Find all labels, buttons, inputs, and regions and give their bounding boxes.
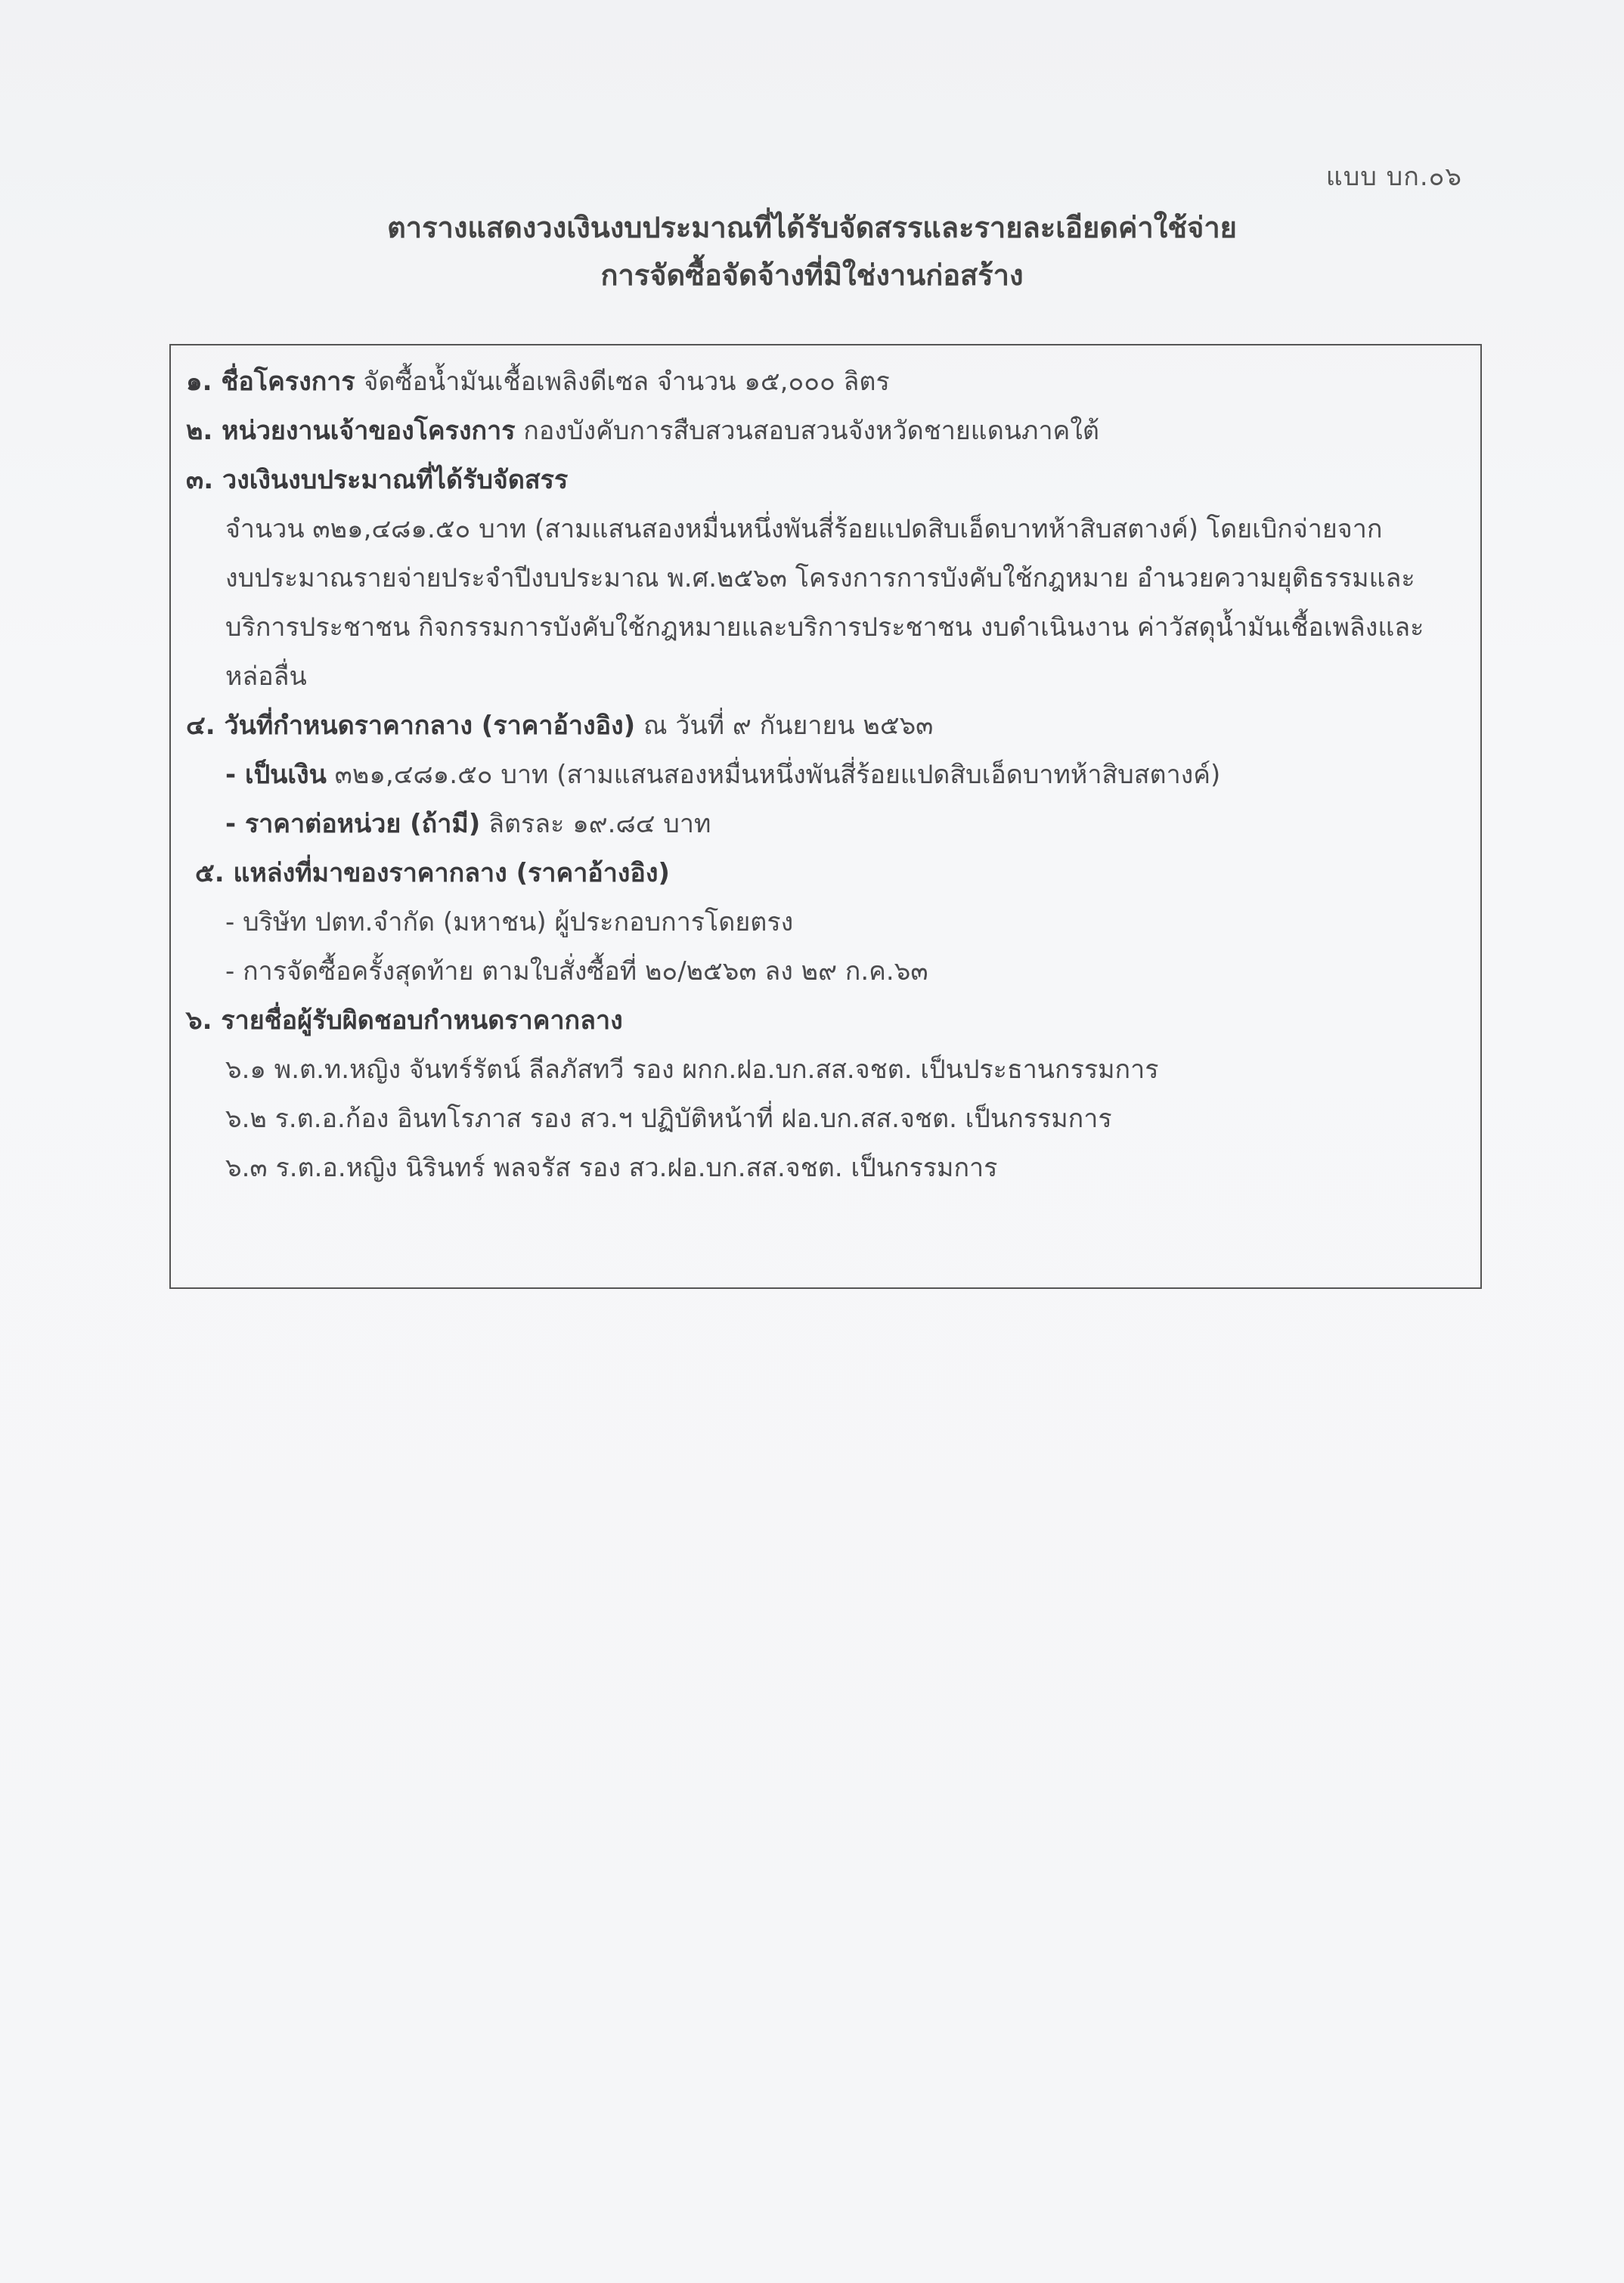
- section-3-line-3: บริการประชาชน กิจกรรมการบังคับใช้กฎหมายและบริการประชาชน งบดำเนินงาน ค่าวัสดุน้ำมันเชื้อเพลิงและ: [225, 612, 1424, 643]
- section-6-member-3: ๖.๓ ร.ต.อ.หญิง นิรินทร์ พลจรัส รอง สว.ฝอ.บก.สส.จชต. เป็นกรรมการ: [225, 1153, 998, 1183]
- section-6-label: ๖. รายชื่อผู้รับผิดชอบกำหนดราคากลาง: [186, 1005, 623, 1036]
- section-4-unit-price: [225, 803, 711, 844]
- section-6-member-1: ๖.๑ พ.ต.ท.หญิง จันทร์รัตน์ ลีลภัสทวี รอง ผกก.ฝอ.บก.สส.จชต. เป็นประธานกรรมการ: [225, 1055, 1159, 1085]
- section-2-label: ๒. หน่วยงานเจ้าของโครงการ: [186, 416, 516, 446]
- section-5-line-1: - บริษัท ปตท.จำกัด (มหาชน) ผู้ประกอบการโดยตรง: [225, 907, 794, 937]
- section-1-project-name: [186, 361, 890, 401]
- section-5-label: ๕. แหล่งที่มาของราคากลาง (ราคาอ้างอิง): [195, 858, 670, 888]
- section-2-value: กองบังคับการสืบสวนสอบสวนจังหวัดชายแดนภาคใต้: [515, 416, 1099, 446]
- section-3-line-1: จำนวน ๓๒๑,๔๘๑.๕๐ บาท (สามแสนสองหมื่นหนึ่งพันสี่ร้อยแปดสิบเอ็ดบาทห้าสิบสตางค์) โดยเบิกจ่ายจาก: [225, 514, 1383, 544]
- section-1-value: จัดซื้อน้ำมันเชื้อเพลิงดีเซล จำนวน ๑๕,๐๐๐ ลิตร: [355, 367, 890, 397]
- section-6-member-2: ๖.๒ ร.ต.อ.ก้อง อินทโรภาส รอง สว.ฯ ปฏิบัติหน้าที่ ฝอ.บก.สส.จชต. เป็นกรรมการ: [225, 1104, 1112, 1134]
- section-4-unit-price-value: ลิตรละ ๑๙.๘๔ บาท: [480, 809, 711, 839]
- section-4-amount: [225, 754, 1220, 795]
- section-5-line-2: - การจัดซื้อครั้งสุดท้าย ตามใบสั่งซื้อที่ ๒๐/๒๕๖๓ ลง ๒๙ ก.ค.๖๓: [225, 956, 928, 987]
- section-3-label: ๓. วงเงินงบประมาณที่ได้รับจัดสรร: [186, 465, 569, 495]
- section-4-amount-value: ๓๒๑,๔๘๑.๕๐ บาท (สามแสนสองหมื่นหนึ่งพันสี่ร้อยแปดสิบเอ็ดบาทห้าสิบสตางค์): [326, 760, 1221, 790]
- section-3-line-2: งบประมาณรายจ่ายประจำปีงบประมาณ พ.ศ.๒๕๖๓ โครงการการบังคับใช้กฎหมาย อำนวยความยุติธรรมและ: [225, 563, 1415, 593]
- section-3-line-4: หล่อลื่น: [225, 661, 307, 692]
- section-4-value: ณ วันที่ ๙ กันยายน ๒๕๖๓: [635, 711, 934, 741]
- section-1-label: ๑. ชื่อโครงการ: [186, 367, 355, 397]
- details-table-box: [169, 344, 1482, 1289]
- document-title-line-2: การจัดซื้อจัดจ้างที่มิใช่งานก่อสร้าง: [600, 259, 1024, 292]
- section-4-reference-date: [186, 705, 933, 745]
- form-code: แบบ บก.๐๖: [1325, 162, 1462, 192]
- section-4-unit-price-label: - ราคาต่อหน่วย (ถ้ามี): [225, 809, 481, 839]
- section-4-label: ๔. วันที่กำหนดราคากลาง (ราคาอ้างอิง): [186, 711, 636, 741]
- section-4-amount-label: - เป็นเงิน: [225, 760, 327, 790]
- document-title-line-1: ตารางแสดงวงเงินงบประมาณที่ได้รับจัดสรรและรายละเอียดค่าใช้จ่าย: [387, 211, 1237, 244]
- section-2-owner-agency: [186, 410, 1099, 451]
